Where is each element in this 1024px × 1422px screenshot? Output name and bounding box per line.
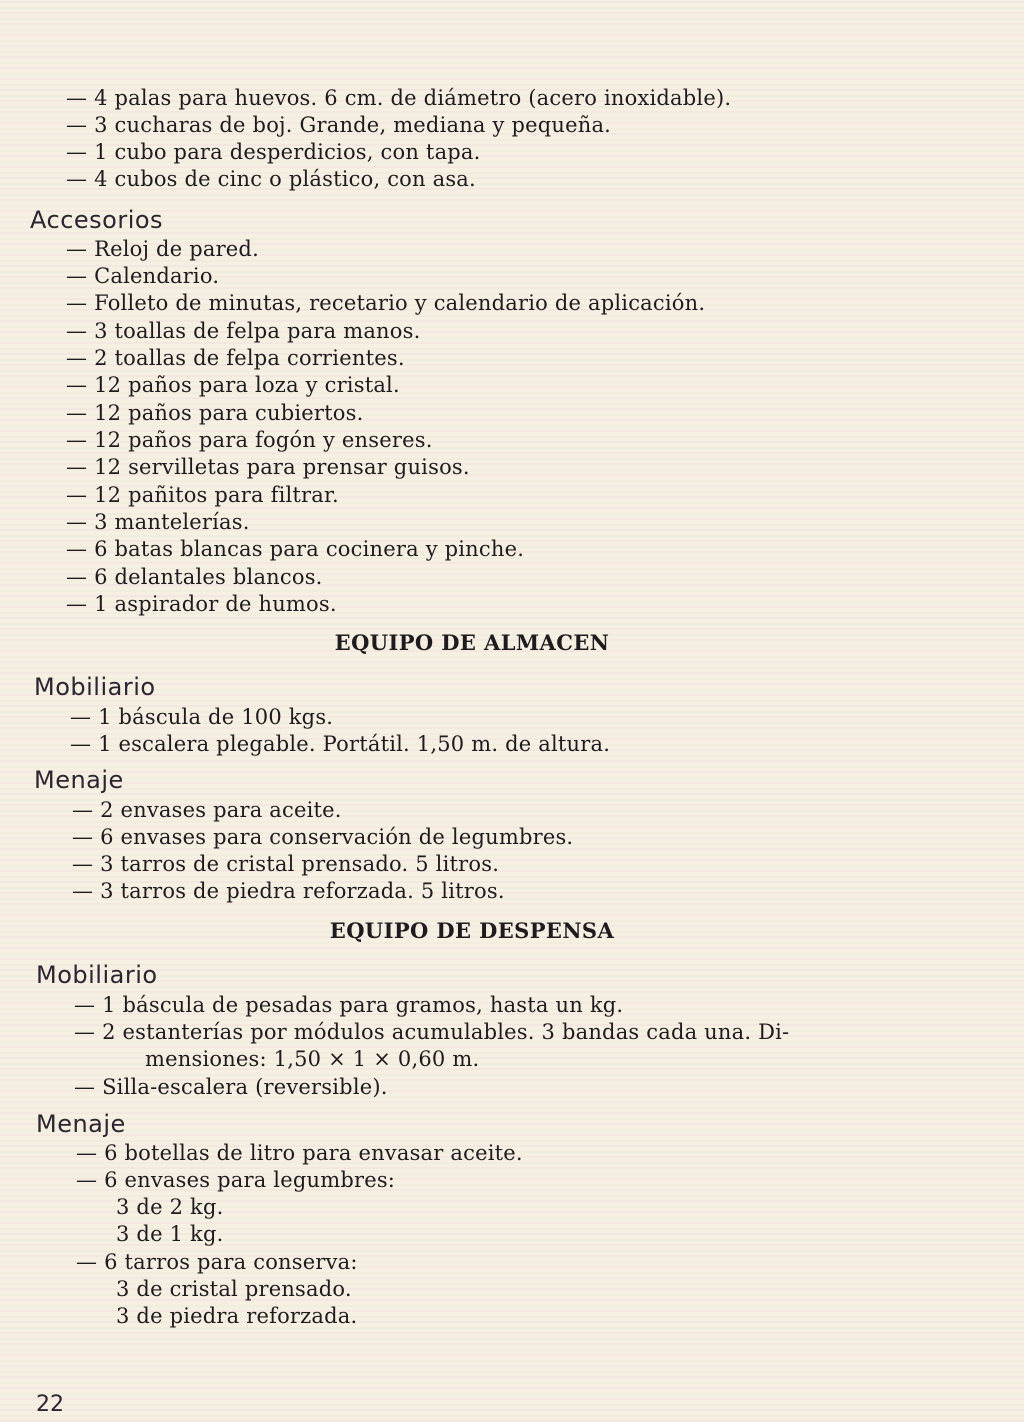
list-item: — 3 tarros de piedra reforzada. 5 litros.: [72, 879, 505, 903]
list-item: — 4 palas para huevos. 6 cm. de diámetro (acero inoxidable).: [66, 86, 732, 110]
list-item: — 3 tarros de cristal prensado. 5 litros.: [72, 852, 500, 876]
list-item: — 3 cucharas de boj. Grande, mediana y pequeña.: [66, 113, 612, 137]
subheading-menaje: Menaje: [36, 1110, 126, 1138]
section-title-despensa: EQUIPO DE DESPENSA: [329, 918, 615, 943]
list-item: — 12 paños para cubiertos.: [66, 401, 364, 425]
list-item: — 1 cubo para desperdicios, con tapa.: [66, 140, 481, 164]
list-item: — 6 tarros para conserva:: [76, 1250, 358, 1274]
subheading-menaje: Menaje: [34, 766, 124, 794]
list-item: — Folleto de minutas, recetario y calendario de aplicación.: [66, 291, 706, 315]
list-item: — 2 toallas de felpa corrientes.: [66, 346, 405, 370]
list-subitem: 3 de piedra reforzada.: [116, 1304, 358, 1328]
list-item: — 12 servilletas para prensar guisos.: [66, 455, 470, 479]
page-number: 22: [36, 1392, 64, 1417]
list-item: — 6 delantales blancos.: [66, 565, 323, 589]
list-item: — 6 envases para conservación de legumbres.: [72, 825, 574, 849]
list-item: — 12 paños para loza y cristal.: [66, 373, 400, 397]
list-item: — 3 mantelerías.: [66, 510, 250, 534]
list-subitem: 3 de 2 kg.: [116, 1195, 224, 1219]
subheading-mobiliario: Mobiliario: [34, 673, 156, 701]
list-item: — 12 paños para fogón y enseres.: [66, 428, 433, 452]
section-heading-accesorios: Accesorios: [30, 206, 164, 234]
list-item: — 6 botellas de litro para envasar aceite.: [76, 1141, 523, 1165]
list-item: — Reloj de pared.: [66, 237, 259, 261]
list-item: — 6 envases para legumbres:: [76, 1168, 396, 1192]
list-item: — 1 escalera plegable. Portátil. 1,50 m. de altura.: [70, 732, 611, 756]
list-item: — Silla-escalera (reversible).: [74, 1075, 388, 1099]
list-item: — 1 báscula de pesadas para gramos, hasta un kg.: [74, 993, 624, 1017]
list-item: — 4 cubos de cinc o plástico, con asa.: [66, 167, 476, 191]
subheading-mobiliario: Mobiliario: [36, 961, 158, 989]
list-item-continuation: mensiones: 1,50 × 1 × 0,60 m.: [145, 1047, 480, 1071]
list-subitem: 3 de 1 kg.: [116, 1222, 224, 1246]
list-item: — 2 estanterías por módulos acumulables. 3 bandas cada una. Di-: [74, 1020, 790, 1044]
list-item: — 2 envases para aceite.: [72, 798, 342, 822]
list-subitem: 3 de cristal prensado.: [116, 1277, 352, 1301]
list-item: — 6 batas blancas para cocinera y pinche.: [66, 537, 525, 561]
list-item: — 12 pañitos para filtrar.: [66, 483, 339, 507]
list-item: — 1 aspirador de humos.: [66, 592, 337, 616]
list-item: — 3 toallas de felpa para manos.: [66, 319, 421, 343]
list-item: — Calendario.: [66, 264, 220, 288]
list-item: — 1 báscula de 100 kgs.: [70, 705, 334, 729]
section-title-almacen: EQUIPO DE ALMACEN: [334, 630, 610, 655]
